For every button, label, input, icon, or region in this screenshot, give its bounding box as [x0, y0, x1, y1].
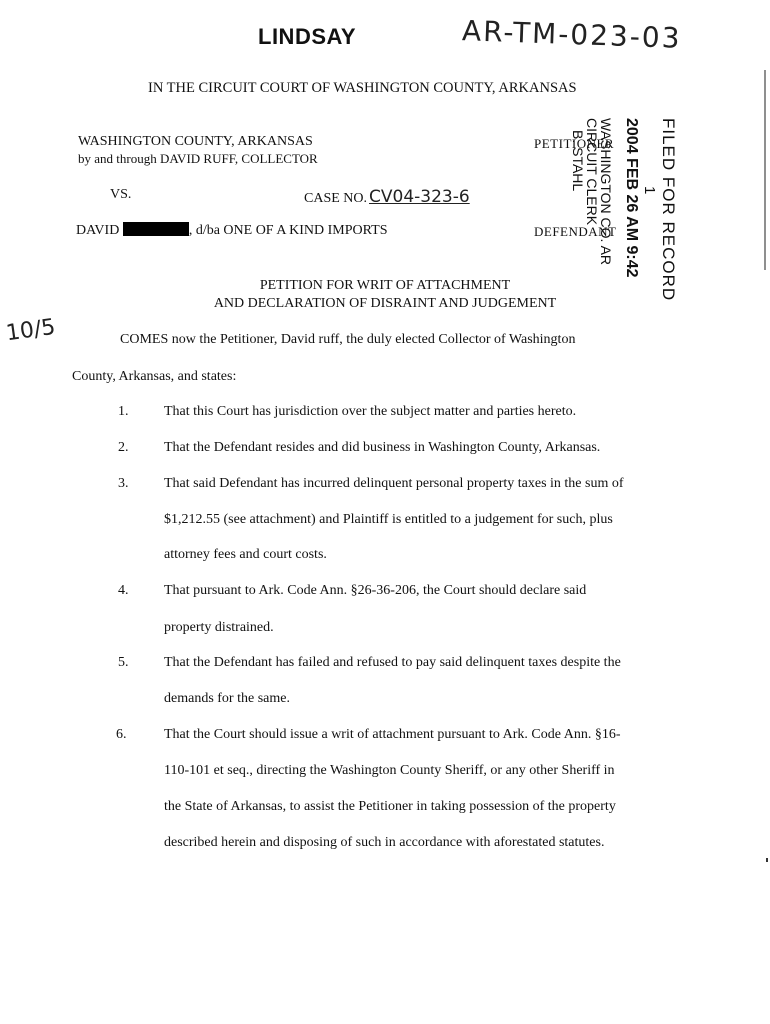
- paragraph-text: That said Defendant has incurred delinquent personal property taxes in the sum of: [164, 476, 624, 491]
- stamp-county: WASHINGTON CO. AR: [598, 118, 614, 266]
- header-name-fragment: LINDSAY: [258, 24, 357, 49]
- court-title: IN THE CIRCUIT COURT OF WASHINGTON COUNTY, ARKANSAS: [148, 80, 577, 96]
- defendant-role: DEFENDANT: [534, 224, 617, 239]
- paragraph-text: described herein and disposing of such in accordance with aforestated statutes.: [164, 835, 605, 850]
- paragraph-text: That the Defendant resides and did business in Washington County, Arkansas.: [164, 440, 601, 455]
- intro-line-1: COMES now the Petitioner, David ruff, the duly elected Collector of Washington: [120, 332, 576, 347]
- defendant-line: [76, 222, 388, 239]
- paragraph-text: demands for the same.: [164, 691, 290, 706]
- petitioner-name: WASHINGTON COUNTY, ARKANSAS: [78, 134, 313, 149]
- petitioner-role: PETITIONER: [534, 136, 615, 151]
- paragraph-text: $1,212.55 (see attachment) and Plaintiff is entitled to a judgement for such, plus: [164, 512, 613, 527]
- handwritten-case-reference: AR-TM-023-03: [461, 14, 683, 55]
- paragraph-number: 6.: [116, 727, 127, 742]
- case-number-line: [304, 187, 470, 207]
- stamp-filed-text: FILED FOR RECORD: [659, 118, 678, 302]
- stamp-clerk: CIRCUIT CLERK: [584, 118, 600, 226]
- defendant-first-name: DAVID: [76, 223, 120, 238]
- paragraph-number: 4.: [118, 583, 129, 598]
- paragraph-text: That this Court has jurisdiction over the subject matter and parties hereto.: [164, 404, 577, 419]
- defendant-dba: , d/ba ONE OF A KIND IMPORTS: [188, 223, 388, 238]
- paragraph-text: That the Court should issue a writ of attachment pursuant to Ark. Code Ann. §16-: [164, 727, 621, 742]
- paragraph-text: 110-101 et seq., directing the Washington County Sheriff, or any other Sheriff in: [164, 763, 615, 778]
- scan-edge-dot: [766, 858, 768, 862]
- paragraph-number: 2.: [118, 440, 129, 455]
- redaction-bar: [123, 222, 189, 236]
- margin-handwritten-note: 10/5: [4, 314, 57, 347]
- paragraph-text: That pursuant to Ark. Code Ann. §26-36-206, the Court should declare said: [164, 583, 587, 598]
- document-title-line-2: AND DECLARATION OF DISRAINT AND JUDGEMENT: [213, 296, 557, 311]
- stamp-number: 1: [641, 186, 658, 195]
- stamp-date-time: 2004 FEB 26 AM 9:42: [623, 118, 640, 278]
- paragraph-number: 3.: [118, 476, 129, 491]
- intro-line-2: County, Arkansas, and states:: [72, 369, 237, 384]
- paragraph-text: That the Defendant has failed and refused to pay said delinquent taxes despite the: [164, 655, 621, 670]
- stamp-clerk-name: B. STAHL: [570, 130, 586, 192]
- paragraph-number: 5.: [118, 655, 129, 670]
- versus-label: VS.: [110, 187, 132, 202]
- scan-edge-mark: [764, 70, 766, 270]
- case-number-handwritten: CV04-323-6: [369, 187, 470, 207]
- paragraph-number: 1.: [118, 404, 129, 419]
- paragraph-text: attorney fees and court costs.: [164, 547, 327, 562]
- paragraph-text: property distrained.: [164, 620, 274, 635]
- paragraph-text: the State of Arkansas, to assist the Petitioner in taking possession of the property: [164, 799, 616, 814]
- case-number-label: CASE NO.: [304, 191, 368, 206]
- petitioner-through: by and through DAVID RUFF, COLLECTOR: [78, 151, 318, 166]
- document-title-line-1: PETITION FOR WRIT OF ATTACHMENT: [259, 278, 511, 293]
